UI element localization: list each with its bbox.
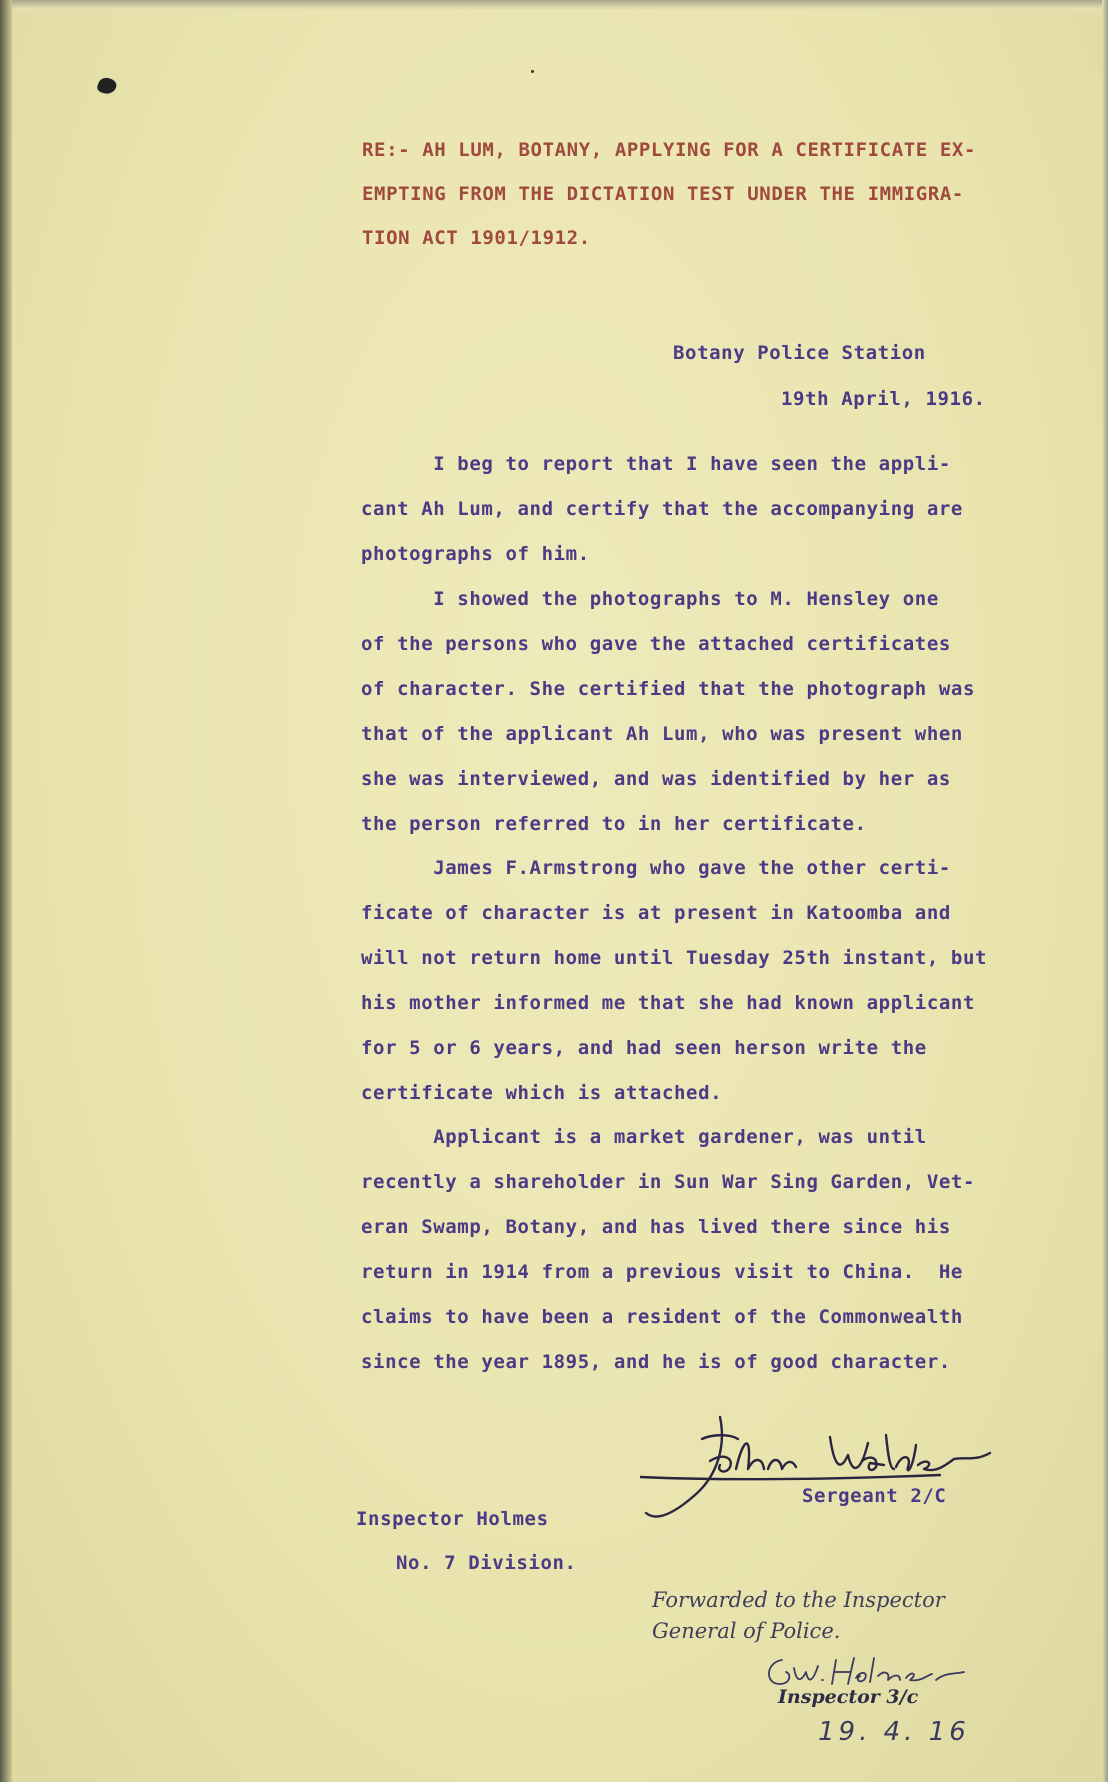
subject-heading: RE:- AH LUM, BOTANY, APPLYING FOR A CERTIFICATE EX- EMPTING FROM THE DICTATION TEST UNDER THE IMMIGRA- TION ACT 1901/1912. bbox=[362, 139, 976, 249]
signatory-rank: Sergeant 2/C bbox=[802, 1485, 947, 1507]
inspector-role: Inspector 3/c bbox=[778, 1686, 919, 1708]
paragraph-armstrong: James F.Armstrong who gave the other certi- ficate of character is at present in Katoomba and will not return home until Tuesday 25th instant, but his mother informed me that she had known applicant for 5 or 6 years, and had seen herson write the certificate which is attached. bbox=[361, 857, 988, 1104]
forwarding-note: Forwarded to the Inspector General of Police. bbox=[652, 1588, 945, 1643]
endorsement-date: 19. 4. 16 bbox=[818, 1717, 970, 1747]
page-left-edge bbox=[0, 0, 12, 1782]
ink-dot bbox=[531, 70, 534, 73]
addressee-name: Inspector Holmes bbox=[356, 1508, 549, 1530]
page-top-edge bbox=[0, 0, 1108, 10]
paragraph-report: I beg to report that I have seen the appli- cant Ah Lum, and certify that the accompanying are photographs of him. bbox=[361, 453, 963, 565]
addressee-division: No. 7 Division. bbox=[396, 1552, 577, 1574]
paragraph-hensley: I showed the photographs to M. Hensley one of the persons who gave the attached certificates of character. She certified that the photograph was that of the applicant Ah Lum, who was present when she was interviewed, and was identified by her as the person referred to in her certificate. bbox=[361, 588, 975, 835]
page-right-edge bbox=[1102, 0, 1108, 1782]
station-name: Botany Police Station bbox=[673, 342, 926, 364]
report-date: 19th April, 1916. bbox=[781, 388, 986, 410]
paragraph-applicant: Applicant is a market gardener, was until recently a shareholder in Sun War Sing Garden, Vet- eran Swamp, Botany, and has lived there since his return in 1914 from a previous visit to China. He claims to have been a resident of the Commonwealth since the year 1895, and he is of good character. bbox=[361, 1126, 975, 1373]
